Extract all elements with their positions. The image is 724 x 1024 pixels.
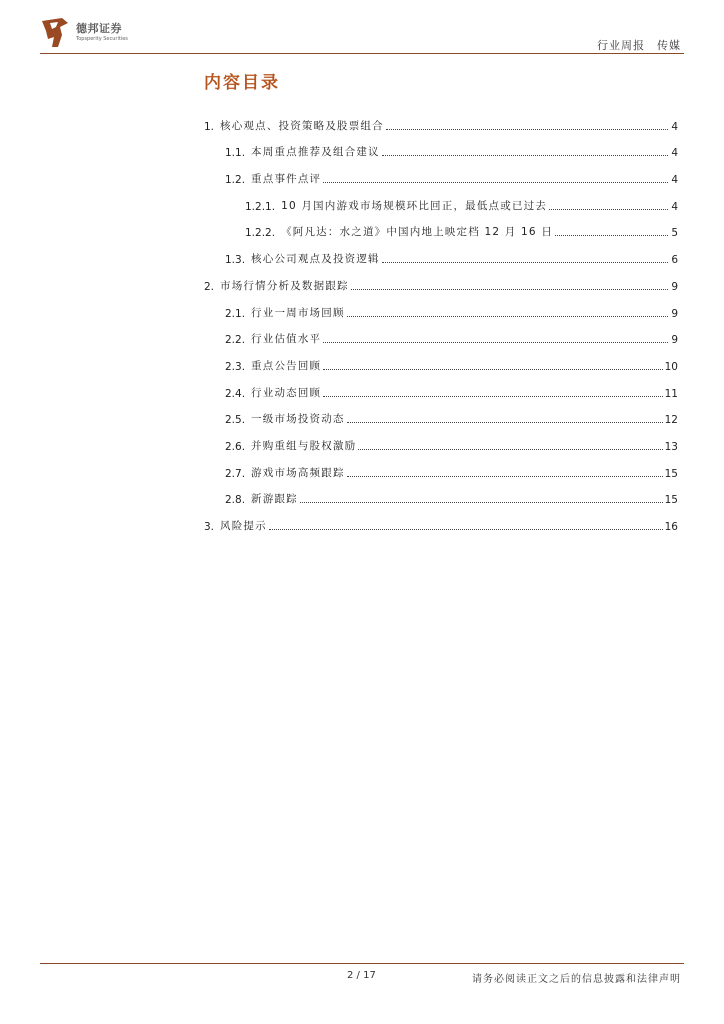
- toc-item-number: 2.2.: [225, 334, 246, 347]
- toc-item-number: 2.5.: [225, 414, 246, 427]
- toc-item-page: 4: [671, 174, 678, 187]
- company-name-en: Topsperity Securities: [76, 36, 128, 42]
- toc-leader-dots: [347, 316, 668, 317]
- toc-item-text: 《阿凡达：水之道》中国内地上映定档 12 月 16 日: [281, 226, 554, 239]
- toc-item-page: 4: [671, 200, 678, 213]
- table-of-contents: [204, 106, 678, 533]
- toc-leader-dots: [347, 476, 663, 477]
- toc-item-text: 新游跟踪: [251, 493, 298, 506]
- toc-item-page: 10: [664, 360, 678, 373]
- toc-item-page: 9: [671, 307, 678, 320]
- toc-item-page: 16: [664, 521, 678, 533]
- toc-item[interactable]: [204, 213, 678, 240]
- toc-item-page: 13: [664, 440, 678, 453]
- toc-leader-dots: [386, 129, 668, 130]
- toc-item-number: 1.: [204, 120, 215, 133]
- footer-divider: [40, 963, 684, 964]
- toc-item[interactable]: [204, 400, 678, 427]
- toc-item[interactable]: [204, 133, 678, 160]
- toc-item-text: 重点事件点评: [251, 173, 322, 186]
- toc-leader-dots: [347, 422, 663, 423]
- toc-item[interactable]: [204, 506, 678, 533]
- toc-leader-dots: [351, 289, 668, 290]
- toc-item-text: 本周重点推荐及组合建议: [251, 146, 380, 159]
- toc-item[interactable]: [204, 320, 678, 347]
- toc-title: 内容目录: [204, 73, 280, 93]
- company-name-cn: 德邦证券: [76, 22, 122, 35]
- toc-item-number: 1.3.: [225, 254, 246, 267]
- toc-item-text: 10 月国内游戏市场规模环比回正，最低点或已过去: [281, 199, 548, 212]
- toc-item[interactable]: [204, 426, 678, 453]
- toc-item-text: 一级市场投资动态: [251, 413, 345, 426]
- toc-item[interactable]: [204, 106, 678, 133]
- toc-leader-dots: [323, 182, 668, 183]
- toc-leader-dots: [555, 235, 668, 236]
- toc-item-page: 5: [671, 227, 678, 240]
- toc-item-page: 15: [664, 467, 678, 480]
- toc-leader-dots: [382, 155, 668, 156]
- toc-item[interactable]: [204, 239, 678, 266]
- toc-item-page: 11: [664, 387, 678, 400]
- toc-leader-dots: [323, 396, 662, 397]
- toc-item-number: 1.2.: [225, 174, 246, 187]
- toc-item-text: 行业动态回顾: [251, 386, 322, 399]
- toc-leader-dots: [323, 369, 662, 370]
- page-indicator: 2 / 17: [347, 970, 376, 981]
- company-logo: [40, 17, 150, 49]
- toc-leader-dots: [549, 209, 668, 210]
- report-category: [597, 37, 681, 53]
- toc-item-number: 1.1.: [225, 147, 246, 160]
- toc-item-text: 市场行情分析及数据跟踪: [220, 279, 349, 292]
- toc-item-number: 2.: [204, 280, 215, 293]
- toc-item[interactable]: [204, 159, 678, 186]
- toc-leader-dots: [269, 529, 663, 530]
- company-logo-icon: [40, 17, 70, 49]
- toc-item-number: 2.3.: [225, 360, 246, 373]
- toc-item-number: 1.2.1.: [245, 200, 276, 213]
- disclaimer-note: 请务必阅读正文之后的信息披露和法律声明: [472, 974, 681, 985]
- toc-item[interactable]: [204, 480, 678, 507]
- toc-leader-dots: [382, 262, 668, 263]
- toc-item-number: 2.4.: [225, 387, 246, 400]
- toc-item[interactable]: [204, 186, 678, 213]
- toc-item-page: 12: [664, 414, 678, 427]
- toc-leader-dots: [358, 449, 662, 450]
- toc-item-number: 2.8.: [225, 494, 246, 507]
- toc-item-number: 2.7.: [225, 467, 246, 480]
- toc-item[interactable]: [204, 453, 678, 480]
- toc-item[interactable]: [204, 346, 678, 373]
- toc-item-page: 6: [671, 254, 678, 267]
- toc-item-text: 核心观点、投资策略及股票组合: [220, 119, 384, 132]
- toc-item-text: 并购重组与股权激励: [251, 439, 357, 452]
- header-divider: [40, 53, 684, 54]
- toc-item-page: 4: [671, 147, 678, 160]
- toc-item-text: 行业估值水平: [251, 333, 322, 346]
- toc-leader-dots: [300, 502, 663, 503]
- toc-item[interactable]: [204, 266, 678, 293]
- toc-item-text: 游戏市场高频跟踪: [251, 466, 345, 479]
- toc-item-number: 3.: [204, 521, 215, 533]
- toc-item-number: 1.2.2.: [245, 227, 276, 240]
- report-type: 行业周报: [597, 39, 645, 52]
- sector-label: 传媒: [657, 39, 681, 52]
- toc-item-text: 行业一周市场回顾: [251, 306, 345, 319]
- toc-item-page: 9: [671, 280, 678, 293]
- toc-item-text: 重点公告回顾: [251, 359, 322, 372]
- toc-item-text: 风险提示: [220, 520, 267, 532]
- toc-item-number: 2.1.: [225, 307, 246, 320]
- toc-item-page: 9: [671, 334, 678, 347]
- toc-item-page: 15: [664, 494, 678, 507]
- toc-item-number: 2.6.: [225, 440, 246, 453]
- toc-item[interactable]: [204, 293, 678, 320]
- toc-item-page: 4: [671, 120, 678, 133]
- toc-leader-dots: [323, 342, 668, 343]
- toc-item-text: 核心公司观点及投资逻辑: [251, 253, 380, 266]
- toc-item[interactable]: [204, 373, 678, 400]
